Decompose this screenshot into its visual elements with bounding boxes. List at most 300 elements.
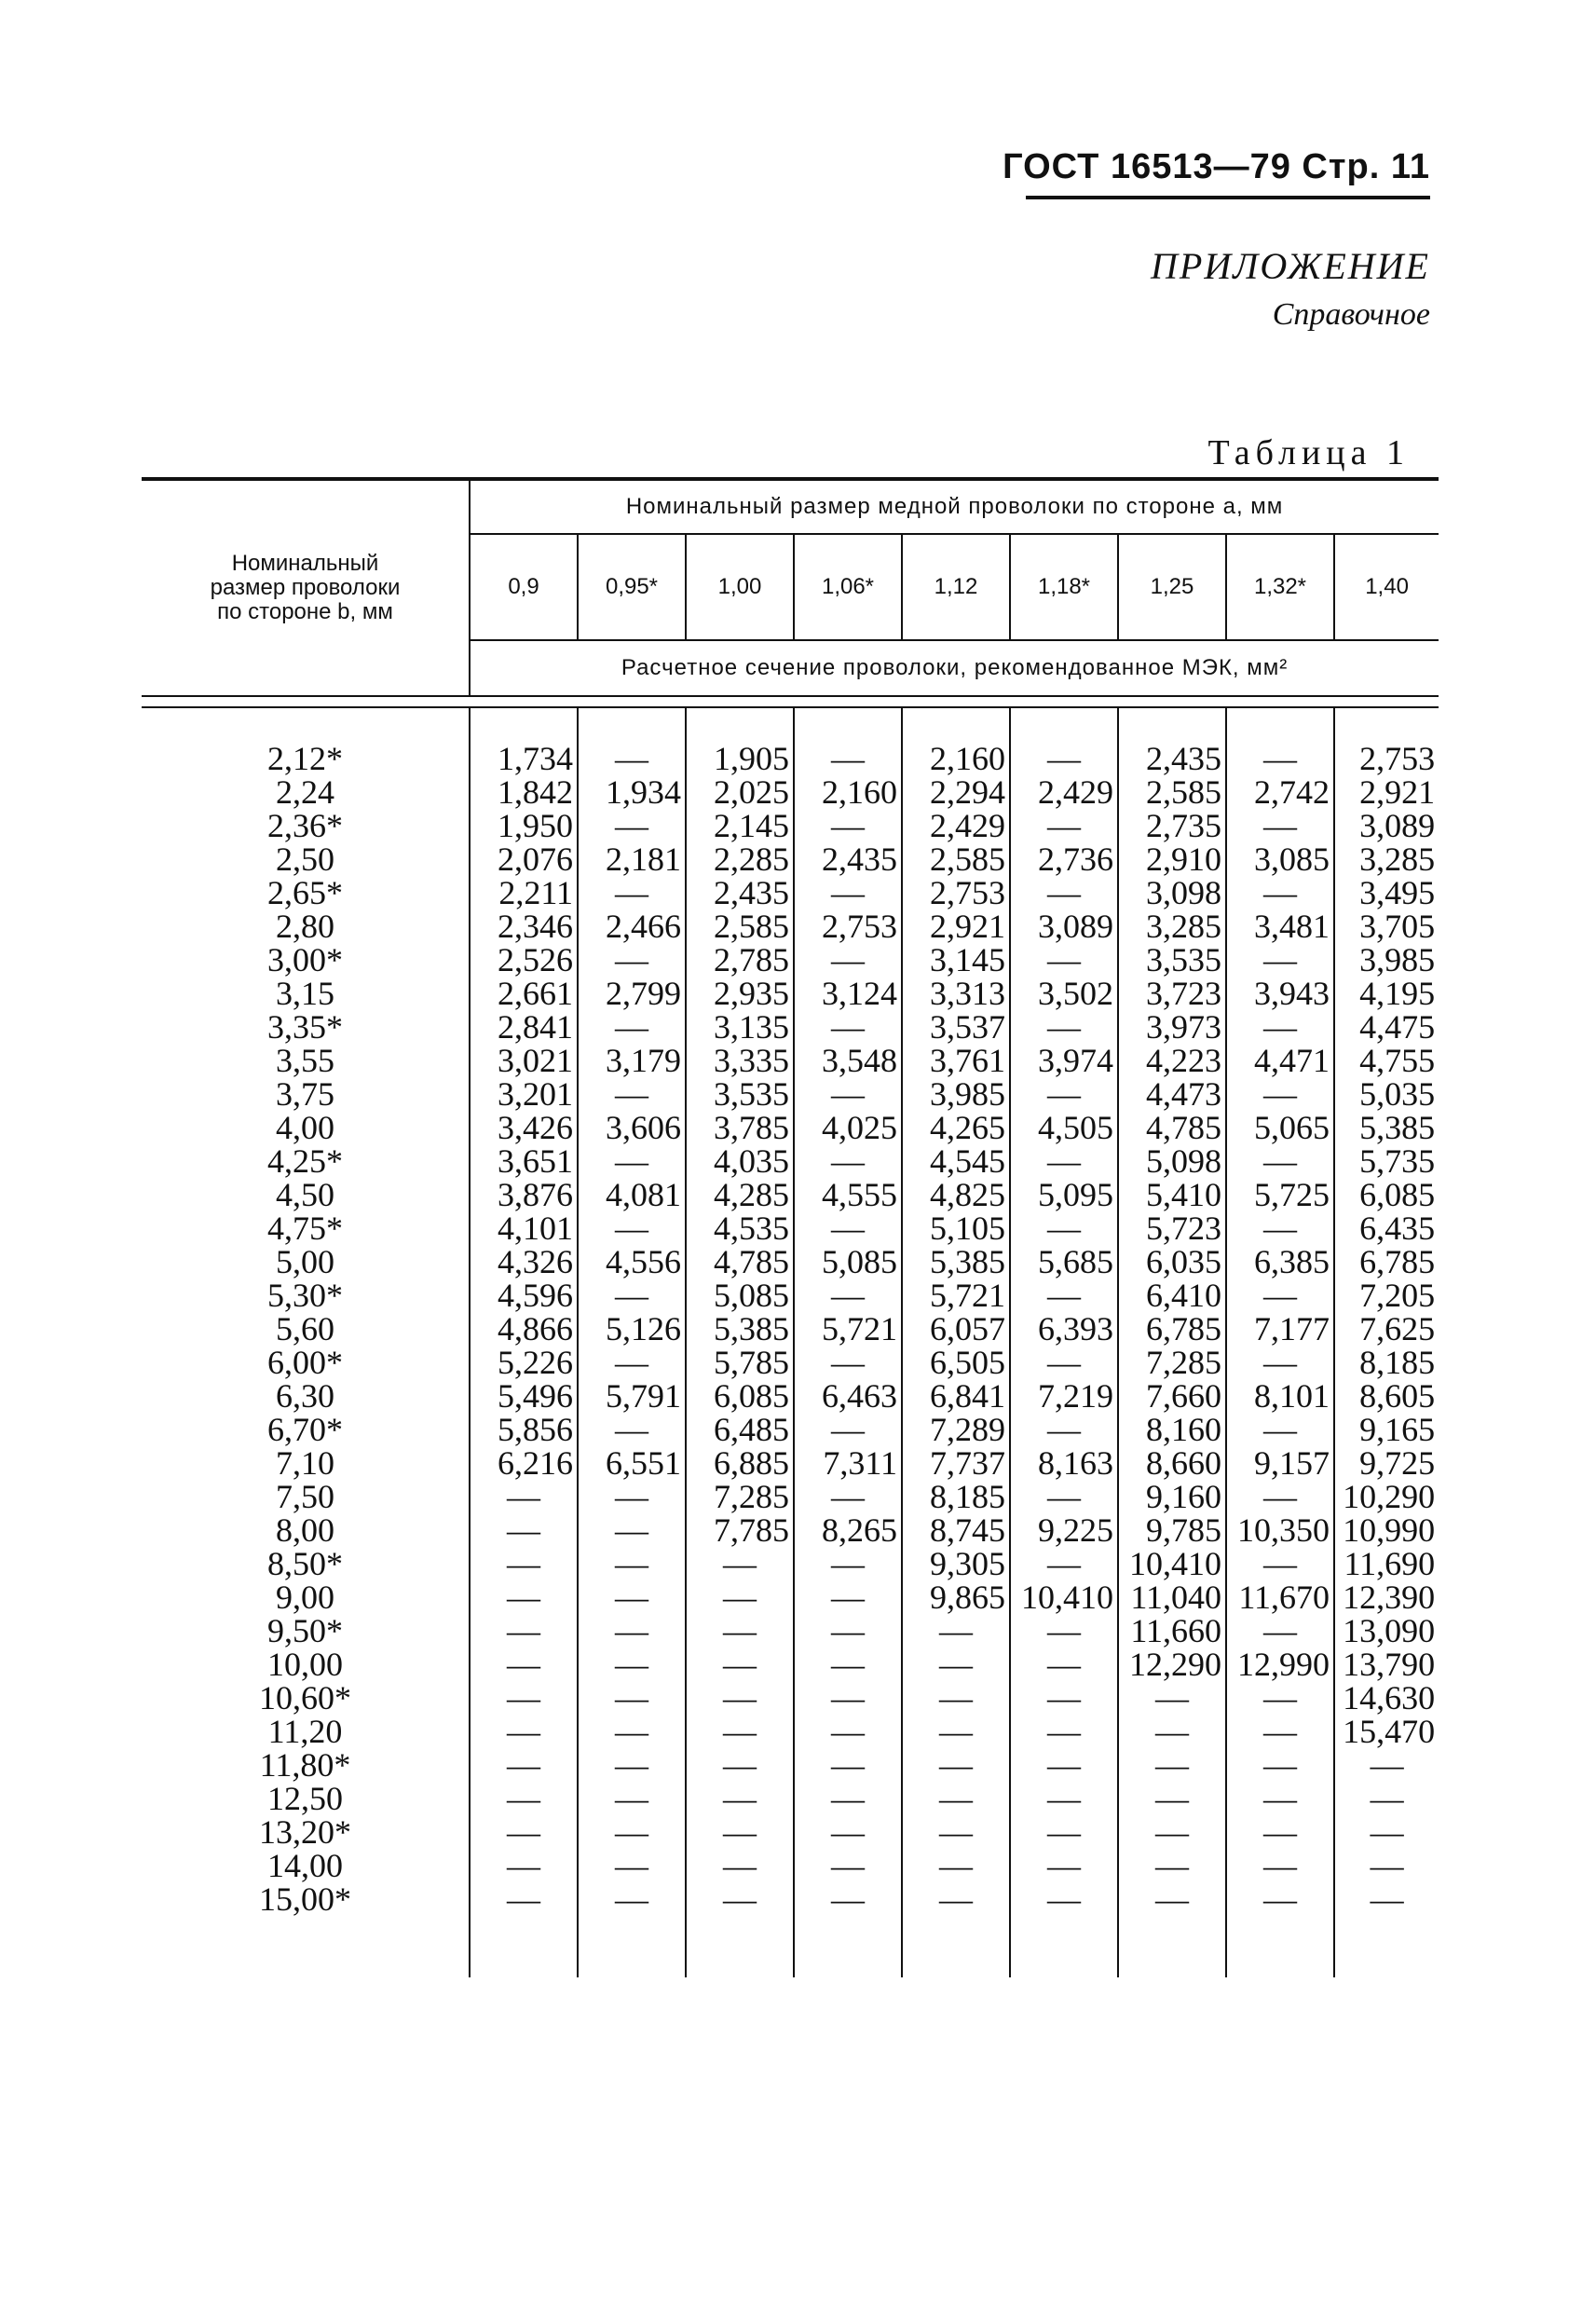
section-value-cell: 4,596: [470, 1279, 578, 1312]
section-value-cell: 8,745: [902, 1513, 1010, 1547]
section-value-cell: 3,548: [794, 1044, 902, 1077]
section-value-cell: —: [686, 1748, 794, 1782]
section-value-cell: 2,585: [686, 909, 794, 943]
section-value-cell: —: [794, 1480, 902, 1513]
section-value-cell: 5,785: [686, 1346, 794, 1379]
section-value-cell: 3,426: [470, 1111, 578, 1144]
b-size-cell: 4,25*: [142, 1144, 470, 1178]
section-value-cell: 3,974: [1010, 1044, 1118, 1077]
section-value-cell: —: [1010, 742, 1118, 775]
a-size-header: 1,12: [902, 534, 1010, 640]
section-value-cell: 10,350: [1226, 1513, 1334, 1547]
table-row: [142, 1681, 1439, 1715]
section-value-cell: 2,921: [902, 909, 1010, 943]
section-value-cell: —: [578, 1513, 686, 1547]
section-value-cell: 4,556: [578, 1245, 686, 1279]
table-row: [142, 1446, 1439, 1480]
section-value-cell: 13,790: [1343, 1646, 1436, 1683]
section-value-cell: —: [794, 1144, 902, 1178]
section-value-cell: 10,410: [1010, 1580, 1118, 1614]
section-value-cell: 1,734: [470, 742, 578, 775]
section-value-cell: —: [1370, 1780, 1404, 1817]
section-value-cell: 2,753: [794, 909, 902, 943]
section-value-cell: 7,219: [1010, 1379, 1118, 1413]
section-value-cell: 7,205: [1359, 1277, 1436, 1314]
section-value-cell: 4,555: [794, 1178, 902, 1211]
section-value-cell: 2,585: [902, 842, 1010, 876]
b-size-cell: 5,60: [142, 1312, 470, 1346]
section-value-cell: 7,285: [1118, 1346, 1226, 1379]
table-row: [142, 1614, 1439, 1648]
section-value-cell: 12,990: [1226, 1648, 1334, 1681]
section-value-cell: 4,475: [1359, 1008, 1436, 1046]
section-value-cell: —: [578, 1681, 686, 1715]
section-value-cell: —: [1010, 1882, 1118, 1916]
section-value-cell: 5,126: [578, 1312, 686, 1346]
section-value-cell: —: [794, 1077, 902, 1111]
b-size-cell: 13,20*: [142, 1815, 470, 1849]
section-value-cell: —: [902, 1648, 1010, 1681]
section-value-cell: 3,021: [470, 1044, 578, 1077]
section-value-cell: 4,535: [686, 1211, 794, 1245]
section-value-cell: 5,735: [1359, 1142, 1436, 1180]
section-value-cell: —: [1226, 1077, 1334, 1111]
a-size-header: 0,95*: [578, 534, 686, 640]
section-value-cell: 2,661: [470, 977, 578, 1010]
section-value-cell: —: [578, 1279, 686, 1312]
section-value-cell: 5,226: [470, 1346, 578, 1379]
header-double-rule: [142, 696, 1439, 707]
section-value-cell: 2,585: [1118, 775, 1226, 809]
section-value-cell: 5,385: [902, 1245, 1010, 1279]
section-value-cell: —: [686, 1815, 794, 1849]
section-value-cell: 6,551: [578, 1446, 686, 1480]
section-value-cell: 8,660: [1118, 1446, 1226, 1480]
section-value-cell: 6,393: [1010, 1312, 1118, 1346]
section-value-cell: —: [902, 1715, 1010, 1748]
section-value-cell: 10,410: [1118, 1547, 1226, 1580]
section-value-cell: 2,285: [686, 842, 794, 876]
table-row: [142, 1715, 1439, 1748]
section-value-cell: —: [1010, 1748, 1118, 1782]
section-value-cell: —: [1226, 1614, 1334, 1648]
b-size-cell: 2,80: [142, 909, 470, 943]
stub-header-line: размер проволоки: [210, 575, 401, 600]
table-row: [142, 775, 1439, 809]
section-value-cell: 6,485: [686, 1413, 794, 1446]
section-value-cell: —: [1226, 1346, 1334, 1379]
a-size-header: 0,9: [508, 574, 539, 599]
section-value-cell: —: [1226, 1849, 1334, 1882]
section-value-cell: 5,721: [794, 1312, 902, 1346]
section-value-cell: 6,435: [1359, 1210, 1436, 1247]
section-value-cell: —: [1370, 1746, 1404, 1784]
section-value-cell: 2,160: [794, 775, 902, 809]
section-value-cell: 4,101: [470, 1211, 578, 1245]
section-value-cell: —: [578, 1010, 686, 1044]
section-value-cell: 9,165: [1359, 1411, 1436, 1448]
section-value-cell: —: [1226, 1211, 1334, 1245]
section-value-cell: —: [794, 1715, 902, 1748]
section-value-cell: —: [1010, 1815, 1118, 1849]
section-value-cell: —: [794, 742, 902, 775]
section-value-cell: 2,910: [1118, 842, 1226, 876]
stub-header-line: по стороне b, мм: [217, 599, 393, 624]
section-value-cell: 8,605: [1359, 1377, 1436, 1415]
section-value-cell: 3,761: [902, 1044, 1010, 1077]
wire-section-table: [142, 477, 1439, 1977]
section-value-cell: 2,025: [686, 775, 794, 809]
section-value-cell: —: [794, 1279, 902, 1312]
section-value-cell: —: [1010, 1648, 1118, 1681]
section-value-cell: 4,471: [1226, 1044, 1334, 1077]
section-value-cell: —: [686, 1580, 794, 1614]
appendix-heading: [1151, 244, 1430, 333]
section-value-cell: —: [1226, 1782, 1334, 1815]
table-row: [142, 1782, 1439, 1815]
section-value-cell: 3,943: [1226, 977, 1334, 1010]
a-size-header: 1,40: [1334, 534, 1439, 640]
section-value-cell: 6,841: [902, 1379, 1010, 1413]
b-size-cell: 4,00: [142, 1111, 470, 1144]
section-value-cell: —: [578, 809, 686, 842]
table-row: [142, 943, 1439, 977]
section-value-cell: 3,285: [1118, 909, 1226, 943]
stub-header: [142, 479, 470, 696]
section-value-cell: 3,723: [1118, 977, 1226, 1010]
section-value-cell: —: [578, 1849, 686, 1882]
section-value-cell: —: [1226, 943, 1334, 977]
section-value-cell: —: [686, 1547, 794, 1580]
section-value-cell: 2,921: [1359, 773, 1436, 811]
table-row: [142, 1815, 1439, 1849]
section-value-cell: —: [1010, 1614, 1118, 1648]
section-value-cell: 5,791: [578, 1379, 686, 1413]
section-value-cell: 11,670: [1226, 1580, 1334, 1614]
table-row: [142, 1077, 1439, 1111]
section-value-cell: —: [578, 1346, 686, 1379]
section-value-cell: —: [470, 1513, 578, 1547]
page-header: [1003, 147, 1430, 187]
section-value-cell: —: [794, 1580, 902, 1614]
section-value-cell: —: [578, 1144, 686, 1178]
section-value-cell: 15,470: [1343, 1713, 1436, 1750]
table-row: [142, 1010, 1439, 1044]
section-value-cell: 11,660: [1118, 1614, 1226, 1648]
section-value-cell: 2,346: [470, 909, 578, 943]
table-row: [142, 909, 1439, 943]
section-value-cell: —: [1010, 1547, 1118, 1580]
b-size-cell: 15,00*: [142, 1882, 470, 1916]
section-value-cell: 6,885: [686, 1446, 794, 1480]
section-value-cell: —: [1370, 1847, 1404, 1884]
section-value-cell: 8,185: [902, 1480, 1010, 1513]
b-size-cell: 12,50: [142, 1782, 470, 1815]
section-value-cell: 5,385: [686, 1312, 794, 1346]
section-value-cell: 2,435: [794, 842, 902, 876]
b-size-cell: 8,00: [142, 1513, 470, 1547]
table-row: [142, 1245, 1439, 1279]
section-value-cell: —: [470, 1480, 578, 1513]
section-value-cell: —: [578, 1413, 686, 1446]
section-value-cell: 2,935: [686, 977, 794, 1010]
b-size-cell: 2,65*: [142, 876, 470, 909]
section-value-cell: —: [1010, 1715, 1118, 1748]
section-value-cell: —: [470, 1748, 578, 1782]
section-value-cell: —: [470, 1715, 578, 1748]
section-value-cell: 9,785: [1118, 1513, 1226, 1547]
section-value-cell: —: [686, 1715, 794, 1748]
section-value-cell: —: [1226, 1413, 1334, 1446]
section-value-cell: 2,799: [578, 977, 686, 1010]
section-value-cell: 3,985: [902, 1077, 1010, 1111]
section-value-cell: 4,285: [686, 1178, 794, 1211]
section-value-cell: 5,721: [902, 1279, 1010, 1312]
section-value-cell: 2,466: [578, 909, 686, 943]
section-value-cell: —: [794, 1346, 902, 1379]
section-value-cell: 4,035: [686, 1144, 794, 1178]
b-size-cell: 11,20: [142, 1715, 470, 1748]
section-value-cell: 4,195: [1359, 975, 1436, 1012]
section-value-cell: 7,311: [794, 1446, 902, 1480]
section-value-cell: —: [578, 1077, 686, 1111]
table-row: [142, 742, 1439, 775]
section-value-cell: 6,410: [1118, 1279, 1226, 1312]
section-value-cell: 4,326: [470, 1245, 578, 1279]
section-value-cell: 5,496: [470, 1379, 578, 1413]
section-value-cell: —: [578, 1715, 686, 1748]
section-value-cell: —: [1010, 1077, 1118, 1111]
section-value-cell: —: [794, 1782, 902, 1815]
b-size-cell: 9,00: [142, 1580, 470, 1614]
section-value-cell: —: [686, 1648, 794, 1681]
section-value-cell: —: [902, 1849, 1010, 1882]
section-value-cell: 9,160: [1118, 1480, 1226, 1513]
section-value-cell: 8,185: [1359, 1344, 1436, 1381]
b-size-cell: 10,00: [142, 1648, 470, 1681]
section-value-cell: —: [1010, 1480, 1118, 1513]
table-number: Таблица 1: [1207, 433, 1410, 472]
section-value-cell: 10,290: [1343, 1478, 1436, 1515]
section-value-cell: 4,081: [578, 1178, 686, 1211]
b-size-cell: 3,55: [142, 1044, 470, 1077]
section-value-cell: 2,742: [1226, 775, 1334, 809]
section-value-cell: 11,690: [1344, 1545, 1436, 1582]
section-value-cell: 5,105: [902, 1211, 1010, 1245]
b-size-cell: 7,10: [142, 1446, 470, 1480]
a-size-header: 1,18*: [1010, 534, 1118, 640]
section-value-cell: —: [1226, 1547, 1334, 1580]
section-value-cell: —: [470, 1882, 578, 1916]
section-value-cell: 12,290: [1118, 1648, 1226, 1681]
section-value-cell: —: [794, 809, 902, 842]
section-value-cell: 3,145: [902, 943, 1010, 977]
table-row: [142, 1111, 1439, 1144]
section-value-cell: 2,841: [470, 1010, 578, 1044]
section-value-cell: 11,040: [1118, 1580, 1226, 1614]
section-value-cell: —: [1370, 1880, 1404, 1918]
section-value-cell: 6,505: [902, 1346, 1010, 1379]
section-value-cell: 4,785: [686, 1245, 794, 1279]
section-value-cell: —: [794, 1010, 902, 1044]
section-value-cell: —: [794, 1211, 902, 1245]
table-row: [142, 809, 1439, 842]
section-value-cell: 6,785: [1118, 1312, 1226, 1346]
section-value-cell: 13,090: [1343, 1612, 1436, 1649]
b-size-cell: 3,35*: [142, 1010, 470, 1044]
section-value-cell: —: [902, 1782, 1010, 1815]
section-value-cell: —: [794, 1547, 902, 1580]
section-value-cell: —: [1226, 1279, 1334, 1312]
section-value-cell: —: [578, 1211, 686, 1245]
sub-header: Расчетное сечение проволоки, рекомендованное МЭК, мм²: [470, 640, 1439, 696]
table-header: [142, 479, 1439, 707]
section-value-cell: —: [794, 1413, 902, 1446]
section-value-cell: 6,035: [1118, 1245, 1226, 1279]
table-row: [142, 842, 1439, 876]
section-value-cell: —: [578, 943, 686, 977]
section-value-cell: —: [578, 1547, 686, 1580]
section-value-cell: —: [1010, 943, 1118, 977]
section-value-cell: 2,753: [902, 876, 1010, 909]
section-value-cell: 5,856: [470, 1413, 578, 1446]
table-row: [142, 1346, 1439, 1379]
table-row: [142, 977, 1439, 1010]
section-value-cell: —: [902, 1614, 1010, 1648]
section-value-cell: 5,035: [1359, 1075, 1436, 1113]
section-value-cell: 3,285: [1359, 841, 1436, 878]
b-size-cell: 6,00*: [142, 1346, 470, 1379]
section-value-cell: 5,725: [1226, 1178, 1334, 1211]
b-size-cell: 2,12*: [142, 742, 470, 775]
section-value-cell: —: [1118, 1715, 1226, 1748]
section-value-cell: —: [794, 1849, 902, 1882]
a-size-header: 1,06*: [794, 534, 902, 640]
section-value-cell: —: [902, 1748, 1010, 1782]
section-value-cell: 1,905: [686, 742, 794, 775]
section-value-cell: 4,223: [1118, 1044, 1226, 1077]
table-row: [142, 1849, 1439, 1882]
section-value-cell: 3,495: [1359, 874, 1436, 911]
section-value-cell: 4,473: [1118, 1077, 1226, 1111]
section-value-cell: 2,753: [1359, 740, 1436, 777]
b-size-cell: 8,50*: [142, 1547, 470, 1580]
section-value-cell: —: [470, 1614, 578, 1648]
section-value-cell: 2,429: [902, 809, 1010, 842]
section-value-cell: —: [578, 1580, 686, 1614]
section-value-cell: 8,160: [1118, 1413, 1226, 1446]
section-value-cell: —: [1226, 809, 1334, 842]
section-value-cell: —: [794, 1648, 902, 1681]
section-value-cell: —: [1226, 742, 1334, 775]
section-value-cell: —: [1226, 1815, 1334, 1849]
a-size-header: 1,00: [686, 534, 794, 640]
section-value-cell: —: [1226, 1144, 1334, 1178]
section-value-cell: —: [578, 876, 686, 909]
b-size-cell: 9,50*: [142, 1614, 470, 1648]
section-value-cell: —: [1010, 1144, 1118, 1178]
section-value-cell: 8,163: [1010, 1446, 1118, 1480]
table-row: [142, 1312, 1439, 1346]
section-value-cell: 4,825: [902, 1178, 1010, 1211]
section-value-cell: —: [470, 1849, 578, 1882]
appendix-title: ПРИЛОЖЕНИЕ: [1151, 245, 1430, 287]
section-value-cell: 3,201: [470, 1077, 578, 1111]
section-value-cell: —: [686, 1882, 794, 1916]
b-size-cell: 3,75: [142, 1077, 470, 1111]
section-value-cell: 5,685: [1010, 1245, 1118, 1279]
table-row: [142, 1513, 1439, 1547]
section-value-cell: 7,660: [1118, 1379, 1226, 1413]
section-value-cell: 2,294: [902, 775, 1010, 809]
section-value-cell: —: [686, 1681, 794, 1715]
section-value-cell: 9,725: [1359, 1444, 1436, 1482]
section-value-cell: 1,842: [470, 775, 578, 809]
section-value-cell: —: [578, 1882, 686, 1916]
table-row: [142, 1044, 1439, 1077]
section-value-cell: 3,785: [686, 1111, 794, 1144]
appendix-subtitle: Справочное: [1272, 297, 1430, 332]
section-value-cell: 2,735: [1118, 809, 1226, 842]
b-size-cell: 5,00: [142, 1245, 470, 1279]
section-value-cell: 3,973: [1118, 1010, 1226, 1044]
section-value-cell: —: [578, 1614, 686, 1648]
section-value-cell: 3,705: [1359, 908, 1436, 945]
b-size-cell: 10,60*: [142, 1681, 470, 1715]
section-value-cell: 5,095: [1010, 1178, 1118, 1211]
section-value-cell: —: [578, 1782, 686, 1815]
section-value-cell: 5,410: [1118, 1178, 1226, 1211]
section-value-cell: —: [794, 1681, 902, 1715]
section-value-cell: 5,085: [794, 1245, 902, 1279]
section-value-cell: 1,934: [578, 775, 686, 809]
section-value-cell: 3,179: [578, 1044, 686, 1077]
section-value-cell: 5,385: [1359, 1109, 1436, 1146]
table-row: [142, 1178, 1439, 1211]
section-value-cell: —: [470, 1580, 578, 1614]
section-value-cell: —: [1010, 1346, 1118, 1379]
table-body: [142, 707, 1439, 1977]
section-value-cell: 4,505: [1010, 1111, 1118, 1144]
section-value-cell: 6,463: [794, 1379, 902, 1413]
section-value-cell: 7,285: [686, 1480, 794, 1513]
section-value-cell: —: [1010, 1681, 1118, 1715]
section-value-cell: —: [686, 1614, 794, 1648]
section-value-cell: 4,265: [902, 1111, 1010, 1144]
table-row: [142, 1144, 1439, 1178]
section-value-cell: 7,625: [1359, 1310, 1436, 1347]
section-value-cell: 3,502: [1010, 977, 1118, 1010]
section-value-cell: —: [1118, 1815, 1226, 1849]
section-value-cell: —: [1010, 1211, 1118, 1245]
section-value-cell: 2,211: [470, 876, 578, 909]
table-row: [142, 1480, 1439, 1513]
section-value-cell: —: [1226, 1882, 1334, 1916]
section-value-cell: —: [1010, 1279, 1118, 1312]
section-value-cell: —: [1226, 1010, 1334, 1044]
table-row: [142, 1882, 1439, 1916]
a-size-header: 1,32*: [1226, 534, 1334, 640]
section-value-cell: 2,076: [470, 842, 578, 876]
section-value-cell: —: [470, 1547, 578, 1580]
section-value-cell: 2,736: [1010, 842, 1118, 876]
section-value-cell: 3,089: [1359, 807, 1436, 844]
b-size-cell: 2,24: [142, 775, 470, 809]
table-row: [142, 1413, 1439, 1446]
section-value-cell: 8,265: [794, 1513, 902, 1547]
b-size-cell: 14,00: [142, 1849, 470, 1882]
section-value-cell: 1,950: [470, 809, 578, 842]
